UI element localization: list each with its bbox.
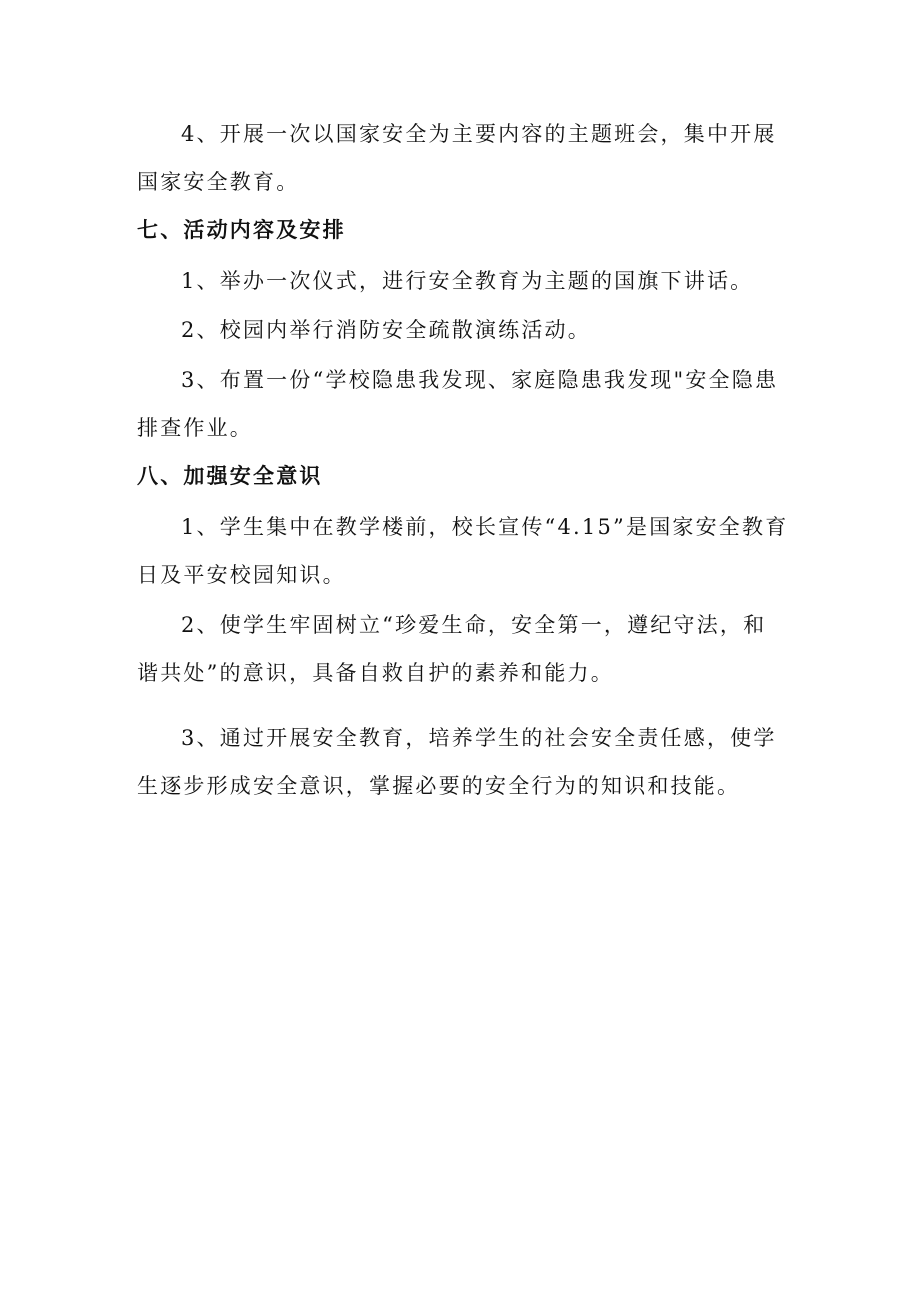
paragraph-8-1: 1、学生集中在教学楼前，校长宣传“4.15”是国家安全教育日及平安校园知识。 — [137, 515, 789, 587]
paragraph-8-3: 3、通过开展安全教育，培养学生的社会安全责任感，使学生逐步形成安全意识，掌握必要的安全行为的知识和技能。 — [137, 726, 777, 798]
paragraph-item-4: 4、开展一次以国家安全为主要内容的主题班会，集中开展国家安全教育。 — [137, 122, 777, 194]
paragraph-8-2: 2、使学生牢固树立“珍爱生命，安全第一，遵纪守法，和谐共处”的意识，具备自救自护的素养和能力。 — [137, 613, 767, 685]
section-heading-7: 七、活动内容及安排 — [137, 217, 346, 242]
paragraph-7-2: 2、校园内举行消防安全疏散演练活动。 — [181, 318, 591, 342]
paragraph-7-3: 3、布置一份“学校隐患我发现、家庭隐患我发现"安全隐患排查作业。 — [137, 368, 779, 440]
paragraph-7-1: 1、举办一次仪式，进行安全教育为主题的国旗下讲话。 — [181, 269, 754, 293]
section-heading-8: 八、加强安全意识 — [137, 463, 323, 488]
